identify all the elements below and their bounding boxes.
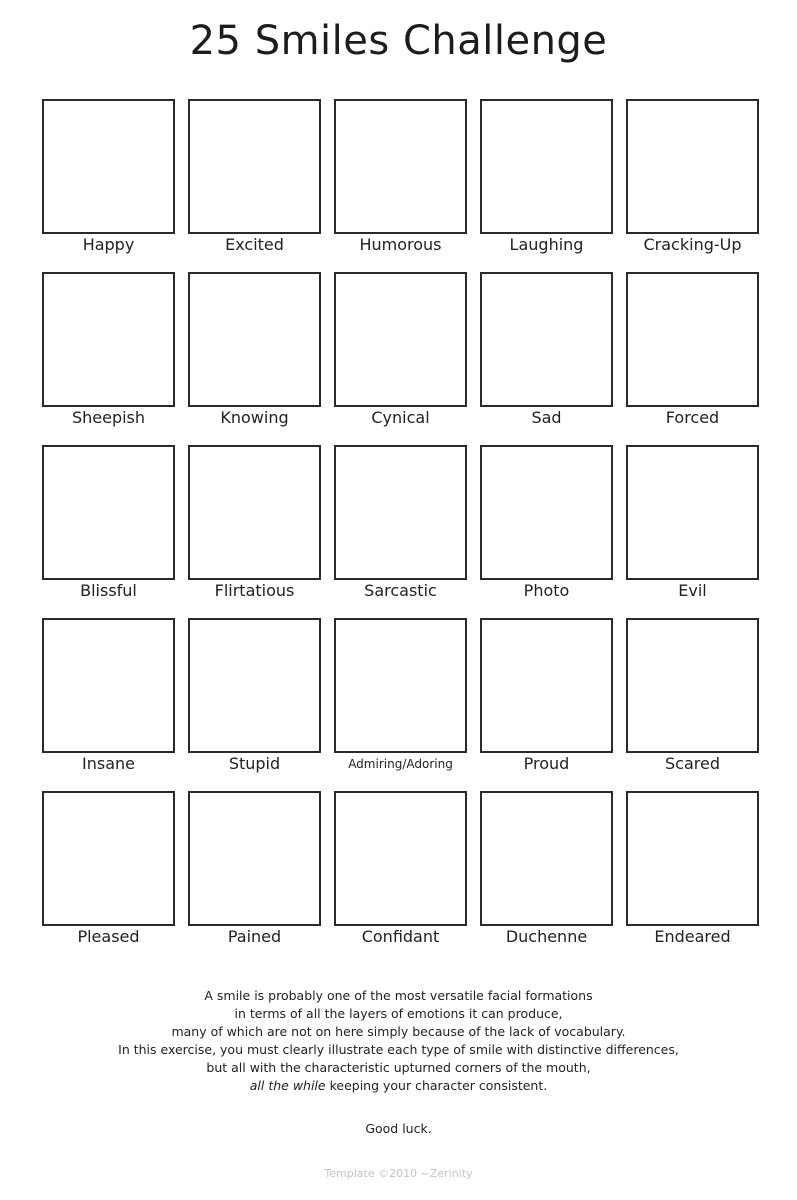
smile-label: Evil (678, 581, 707, 600)
smile-cell (188, 618, 321, 791)
drawing-box (42, 99, 175, 234)
drawing-box (480, 791, 613, 926)
smile-label: Confidant (361, 927, 440, 946)
drawing-box (626, 618, 759, 753)
smile-label: Blissful (80, 581, 137, 600)
smile-label: Cynical (371, 408, 430, 427)
smile-cell (626, 99, 759, 272)
drawing-box (188, 791, 321, 926)
smile-cell (188, 272, 321, 445)
smile-label: Admiring/Adoring (348, 757, 453, 771)
smile-cell (42, 445, 175, 618)
drawing-box (42, 618, 175, 753)
description-line-rest: keeping your character consistent. (325, 1078, 548, 1093)
smile-cell (334, 99, 467, 272)
drawing-box (188, 99, 321, 234)
smile-cell (480, 791, 613, 964)
smile-cell (188, 99, 321, 272)
description-line: A smile is probably one of the most versatile facial formations (204, 988, 593, 1003)
smile-cell (334, 445, 467, 618)
smile-label: Photo (523, 581, 570, 600)
drawing-box (480, 99, 613, 234)
drawing-box (188, 445, 321, 580)
smile-cell (334, 618, 467, 791)
description-line: but all with the characteristic upturned corners of the mouth, (206, 1060, 591, 1075)
smile-label: Proud (523, 754, 570, 773)
description-line (0, 1077, 797, 1095)
smile-cell (334, 791, 467, 964)
description-line: many of which are not on here simply because of the lack of vocabulary. (171, 1024, 626, 1039)
good-luck-text: Good luck. (365, 1121, 432, 1136)
drawing-box (188, 272, 321, 407)
smile-cell (42, 791, 175, 964)
smile-label: Happy (82, 235, 135, 254)
template-credit: Template ©2010 ~Zerinity (324, 1167, 473, 1180)
smile-label: Forced (665, 408, 720, 427)
drawing-box (626, 445, 759, 580)
description-emphasis: all the while (249, 1078, 326, 1093)
smile-cell (188, 791, 321, 964)
smile-cell (626, 445, 759, 618)
smile-label: Sheepish (71, 408, 146, 427)
smile-cell (334, 272, 467, 445)
smile-label: Sad (531, 408, 562, 427)
description-line: in terms of all the layers of emotions it can produce, (234, 1006, 563, 1021)
smile-label: Pained (227, 927, 282, 946)
smile-cell (626, 791, 759, 964)
drawing-box (626, 791, 759, 926)
smile-label: Endeared (654, 927, 731, 946)
smile-label: Excited (225, 235, 284, 254)
smile-cell (480, 272, 613, 445)
drawing-box (480, 272, 613, 407)
smile-label: Duchenne (505, 927, 588, 946)
smile-cell (42, 99, 175, 272)
smile-cell (480, 99, 613, 272)
drawing-box (42, 445, 175, 580)
smile-label: Laughing (509, 235, 584, 254)
drawing-box (42, 791, 175, 926)
drawing-box (334, 445, 467, 580)
drawing-box (188, 618, 321, 753)
smile-label: Stupid (228, 754, 281, 773)
smile-cell (626, 618, 759, 791)
smile-cell (480, 445, 613, 618)
drawing-box (334, 272, 467, 407)
drawing-box (42, 272, 175, 407)
smile-label: Sarcastic (364, 581, 437, 600)
drawing-box (480, 445, 613, 580)
smile-label: Cracking-Up (643, 235, 742, 254)
smile-label: Scared (665, 754, 720, 773)
smile-label: Flirtatious (214, 581, 295, 600)
smile-cell (626, 272, 759, 445)
smile-label: Humorous (359, 235, 442, 254)
description-line: In this exercise, you must clearly illustrate each type of smile with distinctive differences, (118, 1042, 679, 1057)
smile-cell (42, 618, 175, 791)
description-text (0, 987, 797, 1095)
drawing-box (480, 618, 613, 753)
smile-cell (42, 272, 175, 445)
drawing-box (626, 99, 759, 234)
smile-label: Knowing (220, 408, 289, 427)
smile-label: Pleased (77, 927, 140, 946)
drawing-box (626, 272, 759, 407)
page-title: 25 Smiles Challenge (189, 18, 608, 64)
drawing-box (334, 618, 467, 753)
smile-cell (480, 618, 613, 791)
smiles-grid (42, 99, 762, 964)
drawing-box (334, 791, 467, 926)
smile-cell (188, 445, 321, 618)
drawing-box (334, 99, 467, 234)
smile-label: Insane (82, 754, 135, 773)
